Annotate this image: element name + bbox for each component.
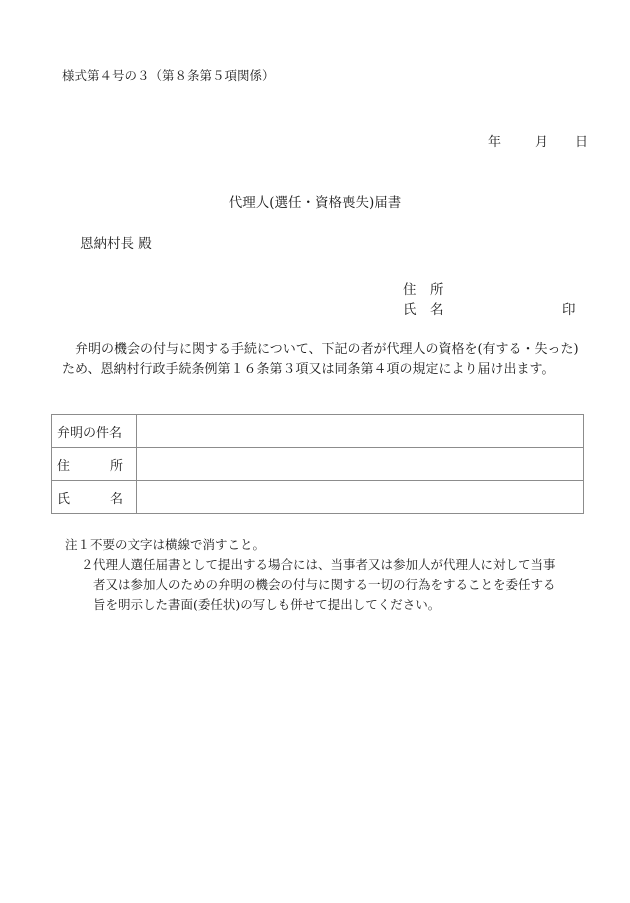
form-number: 様式第４号の３（第８条第５項関係） [62,68,275,83]
addressee: 恩納村長 殿 [80,236,152,252]
signature-address-label: 住 所 [403,282,444,298]
case-name-field[interactable] [137,415,584,448]
address-field[interactable] [137,448,584,481]
note-2 [65,555,595,615]
seal-mark: 印 [562,302,576,318]
note-2-line: 者又は参加人のための弁明の機会の付与に関する一切の行為をすることを委任する [93,577,556,592]
case-name-label: 弁明の件名 [52,415,137,448]
address-label [52,448,137,481]
body-text [62,340,592,380]
date-month-label: 月 [535,135,549,150]
body-line-2: ため、恩納村行政手続条例第１６条第３項又は同条第４項の規定により届け出ます。 [62,362,555,377]
address-label-char-2: 所 [109,458,123,474]
note-2-number: ２ [81,557,94,572]
address-label-char-1: 住 [57,458,71,474]
info-table [51,414,584,514]
date-year-label: 年 [488,135,502,150]
body-line-1: 弁明の機会の付与に関する手続について、下記の者が代理人の資格を(有する・失った) [75,342,579,357]
notes [65,535,595,615]
document-title: 代理人(選任・資格喪失)届書 [228,195,402,211]
name-label-char-2: 名 [109,491,123,507]
table-row [52,448,584,481]
signature-name-label: 氏 名 [403,302,444,318]
table-row [52,415,584,448]
name-field[interactable] [137,481,584,514]
note-1: 注１不要の文字は横線で消すこと。 [65,537,266,552]
note-2-line: 旨を明示した書面(委任状)の写しも併せて提出してください。 [93,597,441,612]
name-label [52,481,137,514]
note-2-line: 代理人選任届書として提出する場合には、当事者又は参加人が代理人に対して当事 [93,557,556,572]
date-day-label: 日 [575,135,589,150]
name-label-char-1: 氏 [57,491,71,507]
table-row [52,481,584,514]
